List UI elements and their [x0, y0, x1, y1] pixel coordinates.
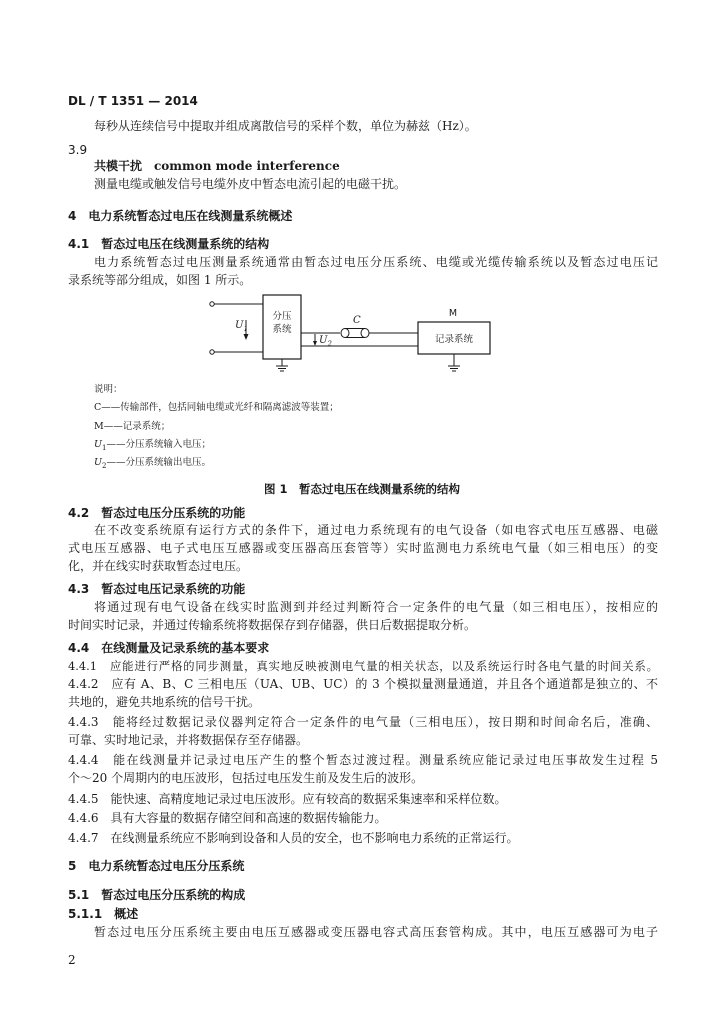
legend-item: C——传输部件，包括同轴电缆或光纤和隔离滤波等装置； [94, 402, 339, 413]
divider-label: 系统 [272, 324, 292, 335]
legend-item: M——记录系统； [94, 421, 171, 432]
requirement-item: 4.4.5 能快速、高精度地记录过电压波形。应有较高的数据采集速率和采样位数。 [68, 792, 507, 806]
subsection-heading: 5.1 暂态过电压分压系统的构成 [68, 888, 246, 902]
requirement-item: 4.4.4 能在线测量并记录过电压产生的整个暂态过渡过程。测量系统应能记录过电压事故发生过程 5 [68, 753, 658, 767]
legend-item: $U_1——$分压系统输入电压； [94, 439, 211, 452]
divider-label: 分压 [272, 311, 292, 322]
paragraph-line: 电力系统暂态过电压测量系统通常由暂态过电压分压系统、电缆或光缆传输系统以及暂态过电压记 [94, 255, 658, 269]
paragraph-line: 测量电缆或触发信号电缆外皮中暂态电流引起的电磁干扰。 [94, 177, 407, 191]
paragraph-line: 暂态过电压分压系统主要由电压互感器或变压器电容式高压套管构成。其中，电压互感器可为电子 [94, 925, 658, 939]
page-number: 2 [68, 953, 76, 967]
paragraph-line: 个～20 个周期内的电压波形，包括过电压发生前及发生后的波形。 [68, 771, 424, 785]
paragraph-line: 共地的，避免共地系统的信号干扰。 [68, 695, 261, 709]
legend-item: $U_2——$分压系统输出电压。 [94, 457, 211, 470]
paragraph-line: 将通过现有电气设备在线实时监测到并经过判断符合一定条件的电气量（如三相电压），按相应的 [94, 600, 658, 614]
section-heading: 4 电力系统暂态过电压在线测量系统概述 [68, 209, 293, 223]
standard-header: DL / T 1351 — 2014 [68, 94, 198, 108]
figure-caption: 图 1 暂态过电压在线测量系统的结构 [263, 482, 460, 496]
cable-label: C [353, 315, 361, 326]
paragraph-line: 每秒从连续信号中提取并组成离散信号的采样个数，单位为赫兹（Hz）。 [94, 119, 477, 133]
requirement-item: 4.4.1 应能进行严格的同步测量，真实地反映被测电气量的相关状态，以及系统运行时各电气量的时间关系。 [68, 659, 658, 673]
requirement-item: 4.4.2 应有 A、B、C 三相电压（UA、UB、UC）的 3 个模拟量测量通道，并且各个通道都是独立的、不 [68, 677, 658, 691]
term-heading: 共模干扰 common mode interference [94, 159, 340, 173]
subsection-heading: 4.2 暂态过电压分压系统的功能 [68, 506, 246, 520]
u1-label: $U_1$ [235, 320, 248, 333]
recorder-tag: M [448, 308, 458, 319]
requirement-item: 4.4.7 在线测量系统应不影响到设备和人员的安全，也不影响电力系统的正常运行。 [68, 831, 519, 845]
paragraph-line: 化，并在线实时获取暂态过电压。 [68, 559, 249, 573]
recorder-label: 记录系统 [434, 334, 474, 345]
measurement-system-diagram [195, 290, 495, 380]
subsection-heading: 4.1 暂态过电压在线测量系统的结构 [68, 237, 270, 251]
subsection-heading: 4.3 暂态过电压记录系统的功能 [68, 582, 246, 596]
cable-connector [341, 329, 349, 338]
u2-label: $U_2$ [319, 335, 332, 348]
subsection-heading: 4.4 在线测量及记录系统的基本要求 [68, 641, 270, 655]
paragraph-line: 式电压互感器、电子式电压互感器或变压器高压套管等）实时监测电力系统电气量（如三相电压）的变 [68, 541, 658, 555]
paragraph-line: 可靠、实时地记录，并将数据保存至存储器。 [68, 733, 309, 747]
paragraph-line: 时间实时记录，并通过传输系统将数据保存到存储器，供日后数据提取分析。 [68, 618, 477, 632]
requirement-item: 4.4.6 具有大容量的数据存储空间和高速的数据传输能力。 [68, 811, 387, 825]
section-number: 3.9 [68, 143, 88, 157]
paragraph-line: 录系统等部分组成，如图 1 所示。 [68, 273, 252, 287]
paragraph-line: 在不改变系统原有运行方式的条件下，通过电力系统现有的电气设备（如电容式电压互感器、电磁 [94, 523, 658, 537]
section-heading: 5 电力系统暂态过电压分压系统 [68, 859, 245, 873]
subsection-heading: 5.1.1 概述 [68, 907, 139, 921]
requirement-item: 4.4.3 能将经过数据记录仪器判定符合一定条件的电气量（三相电压），按日期和时间命名后，准确、 [68, 715, 658, 729]
legend-title: 说明： [94, 384, 123, 395]
